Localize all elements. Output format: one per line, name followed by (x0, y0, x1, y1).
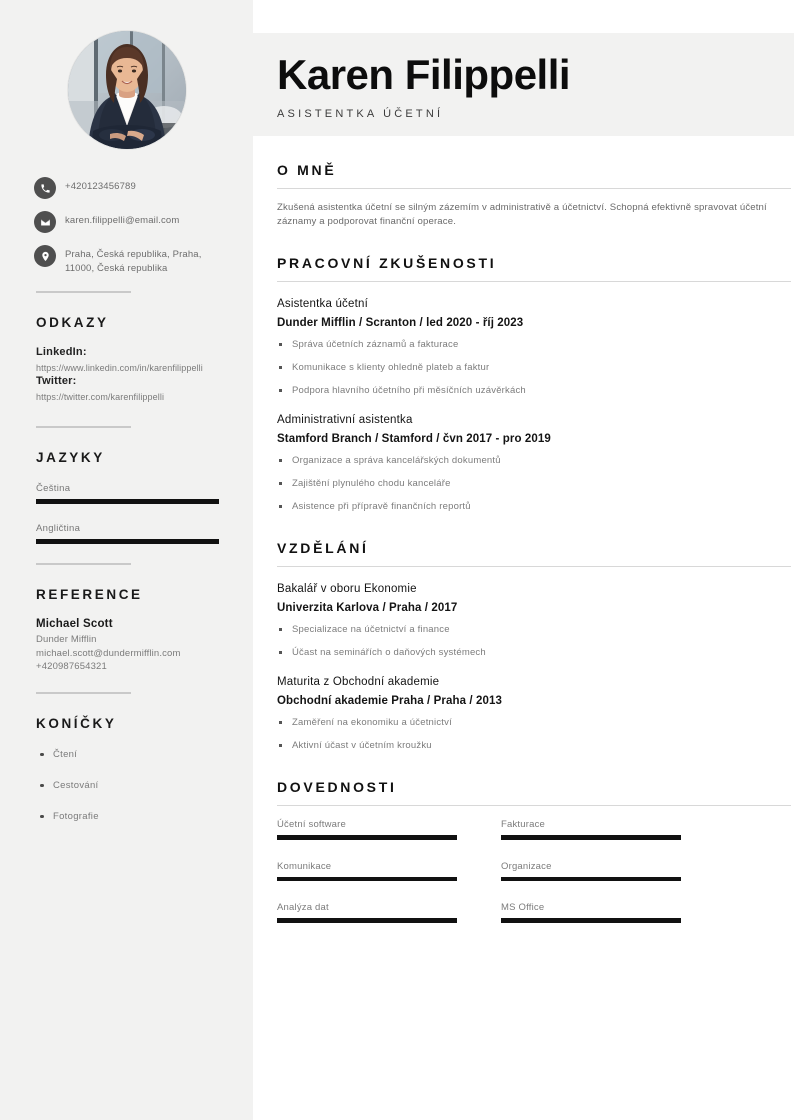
link-url-linkedin[interactable]: https://www.linkedin.com/in/karenfilippelli (36, 363, 203, 373)
skill-level-bar (501, 877, 681, 882)
main-column (253, 0, 794, 1120)
skill-name: MS Office (501, 902, 545, 913)
entry-meta: Univerzita Karlova / Praha / 2017 (277, 602, 458, 614)
sidebar-divider-1 (36, 291, 131, 293)
language-level-bar (36, 539, 219, 544)
reference-email[interactable]: michael.scott@dundermifflin.com (36, 647, 181, 659)
section-education (277, 540, 794, 753)
bullet-item: Asistence při přípravě finančních reportů (277, 500, 791, 514)
language-level-bar (36, 499, 219, 504)
avatar (68, 31, 186, 149)
bullet-item: Zaměření na ekonomiku a účetnictví (277, 716, 791, 730)
skill-level-fill (277, 877, 457, 882)
skill-item (501, 819, 681, 840)
sidebar-divider-4 (36, 692, 131, 694)
language-level-fill (36, 539, 219, 544)
section-rule (277, 566, 791, 567)
entry-meta: Stamford Branch / Stamford / čvn 2017 - pro 2019 (277, 433, 551, 445)
skill-level-bar (277, 877, 457, 882)
section-rule (277, 188, 791, 189)
avatar-wrapper (0, 0, 253, 149)
about-text: Zkušená asistentka účetní se silným zázemím v administrativě a účetnictví. Schopná efektivně spravovat účetní záznamy a podporovat finanční operace. (277, 202, 767, 227)
skill-item (501, 861, 681, 882)
skill-item (277, 861, 457, 882)
entry-title: Maturita z Obchodní akademie (277, 676, 440, 688)
skill-level-bar (501, 835, 681, 840)
contact-list (0, 177, 253, 275)
reference-phone[interactable]: +420987654321 (36, 661, 107, 672)
skills-heading: DOVEDNOSTI (277, 779, 397, 795)
contact-item-email[interactable] (34, 211, 231, 233)
link-label-linkedin: LinkedIn: (36, 346, 87, 358)
skill-level-fill (501, 877, 681, 882)
skill-item (501, 902, 681, 923)
languages-heading: JAZYKY (36, 450, 105, 465)
reference-company: Dunder Mifflin (36, 634, 97, 645)
skill-name: Fakturace (501, 819, 546, 830)
contact-item-phone[interactable] (34, 177, 231, 199)
reference-name: Michael Scott (36, 618, 113, 630)
link-item-twitter[interactable] (36, 375, 229, 404)
entry-bullets (277, 716, 791, 753)
skill-item (277, 902, 457, 923)
link-item-linkedin[interactable] (36, 346, 229, 375)
languages-list (0, 483, 253, 544)
section-about (277, 162, 794, 229)
language-name: Čeština (36, 483, 71, 494)
links-list (0, 346, 253, 404)
hobbies-heading: KONÍČKY (36, 715, 117, 731)
contact-item-location[interactable] (34, 245, 231, 275)
experience-entry (277, 296, 791, 398)
education-entry (277, 674, 791, 753)
phone-icon (34, 177, 56, 199)
link-label-twitter: Twitter: (36, 375, 77, 387)
entry-title: Asistentka účetní (277, 298, 368, 310)
job-title: ASISTENTKA ÚČETNÍ (277, 108, 444, 120)
email-icon (34, 211, 56, 233)
bullet-item: Specializace na účetnictví a finance (277, 623, 791, 637)
list-item: Cestování (40, 780, 229, 791)
list-item: Čtení (40, 749, 229, 760)
skill-name: Organizace (501, 860, 552, 872)
links-heading: ODKAZY (36, 315, 109, 330)
bullet-item: Zajištění plynulého chodu kanceláře (277, 477, 791, 491)
skill-name: Komunikace (277, 860, 332, 872)
sidebar-divider-2 (36, 426, 131, 428)
education-entry (277, 581, 791, 660)
language-level-fill (36, 499, 219, 504)
skill-level-bar (501, 918, 681, 923)
bullet-item: Účast na seminářích o daňových systémech (277, 646, 791, 660)
hobbies-list (0, 749, 253, 822)
skills-grid (277, 819, 791, 944)
about-heading: O MNĚ (277, 162, 337, 178)
reference-heading: REFERENCE (36, 587, 143, 602)
language-item (36, 523, 219, 544)
link-url-twitter[interactable]: https://twitter.com/karenfilippelli (36, 392, 165, 402)
entry-bullets (277, 454, 791, 514)
experience-heading: PRACOVNÍ ZKUŠENOSTI (277, 255, 497, 271)
skill-level-bar (277, 835, 457, 840)
reference-block (0, 618, 253, 674)
sidebar-divider-3 (36, 563, 131, 565)
bullet-item: Komunikace s klienty ohledně plateb a faktur (277, 361, 791, 375)
language-item (36, 483, 219, 504)
skill-name: Analýza dat (277, 902, 329, 913)
page-title: Karen Filippelli (277, 51, 571, 98)
entry-title: Bakalář v oboru Ekonomie (277, 583, 417, 595)
education-heading: VZDĚLÁNÍ (277, 540, 369, 556)
skill-level-fill (277, 918, 457, 923)
contact-location-value: Praha, Česká republika, Praha, 11000, Česká republika (65, 249, 202, 274)
skill-item (277, 819, 457, 840)
header-band (253, 33, 794, 136)
skill-name: Účetní software (277, 819, 346, 830)
bullet-item: Aktivní účast v účetním kroužku (277, 739, 791, 753)
entry-title: Administrativní asistentka (277, 414, 413, 426)
section-rule (277, 805, 791, 806)
entry-meta: Obchodní akademie Praha / Praha / 2013 (277, 695, 502, 707)
contact-email-value: karen.filippelli@email.com (65, 215, 180, 226)
sidebar (0, 0, 253, 1120)
skill-level-fill (501, 835, 681, 840)
section-skills (277, 779, 794, 944)
skill-level-fill (501, 918, 681, 923)
location-icon (34, 245, 56, 267)
skill-level-fill (277, 835, 457, 840)
section-experience (277, 255, 794, 514)
bullet-item: Podpora hlavního účetního při měsíčních uzávěrkách (277, 384, 791, 398)
list-item: Fotografie (40, 811, 229, 822)
section-rule (277, 281, 791, 282)
skill-level-bar (277, 918, 457, 923)
entry-bullets (277, 623, 791, 660)
language-name: Angličtina (36, 523, 81, 534)
bullet-item: Správa účetních záznamů a fakturace (277, 338, 791, 352)
contact-phone-value: +420123456789 (65, 181, 136, 192)
experience-entry (277, 412, 791, 514)
entry-meta: Dunder Mifflin / Scranton / led 2020 - říj 2023 (277, 317, 524, 329)
entry-bullets (277, 338, 791, 398)
bullet-item: Organizace a správa kancelářských dokumentů (277, 454, 791, 468)
